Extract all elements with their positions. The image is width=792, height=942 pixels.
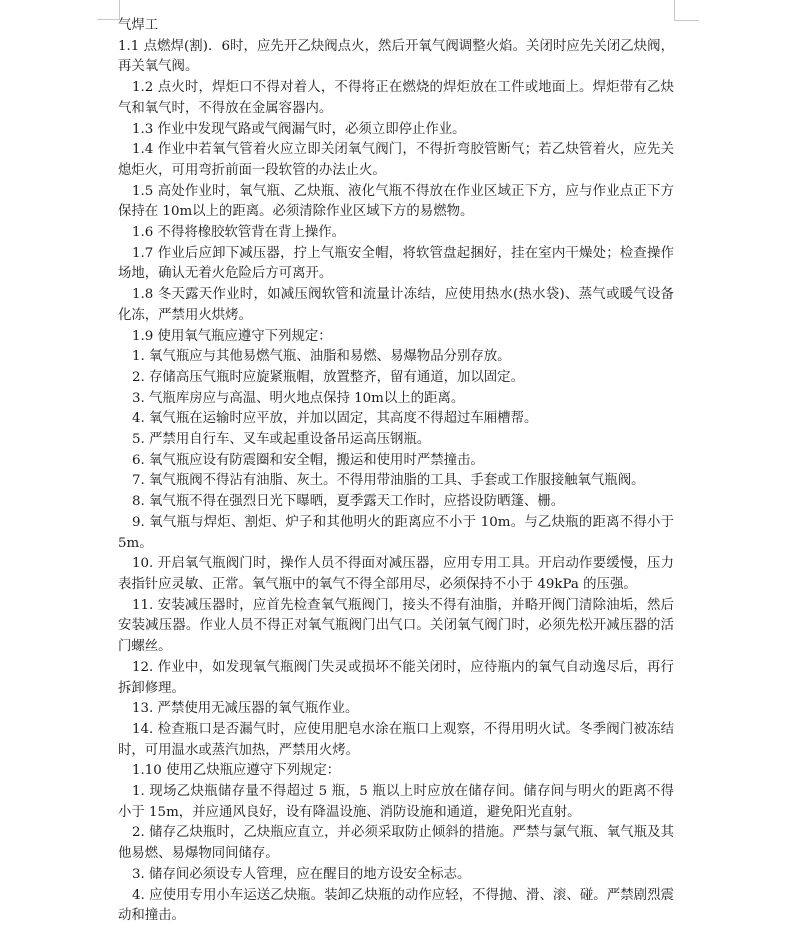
list-item: 14. 检查瓶口是否漏气时，应使用肥皂水涂在瓶口上观察，不得用明火试。冬季阀门被冻结时，可用温水或蒸汽加热，严禁用火烤。: [118, 721, 674, 758]
document-title: 气焊工: [118, 18, 159, 33]
list-item: 13. 严禁使用无减压器的氧气瓶作业。: [132, 701, 359, 717]
list-item: 8. 氧气瓶不得在强烈日光下曝晒，夏季露天工作时，应搭设防晒篷、栅。: [132, 494, 565, 510]
list-item: 11. 安装减压器时，应首先检查氧气瓶阀门，接头不得有油脂，并略开阀门清除油垢，然后安装减压器。作业人员不得正对氧气瓶阀门出气口。关闭氧气阀门时，必须先松开减压器的活门螺丝。: [118, 597, 674, 655]
document-body: [118, 16, 674, 927]
list-item: 7. 氧气瓶阀不得沾有油脂、灰土。不得用带油脂的工具、手套或工作服接触氧气瓶阀。: [132, 473, 645, 489]
paragraph-1-3: 1.3 作业中发现气路或气阀漏气时，必须立即停止作业。: [132, 121, 466, 137]
page-corner-mark-left: [97, 0, 120, 20]
page-corner-mark-right: [674, 0, 699, 21]
list-item: 5. 严禁用自行车、叉车或起重设备吊运高压钢瓶。: [132, 432, 431, 448]
list-item: 2. 储存乙炔瓶时，乙炔瓶应直立，并必须采取防止倾斜的措施。严禁与氯气瓶、氧气瓶及其他易燃、易爆物同间储存。: [118, 825, 674, 862]
list-item: 9. 氧气瓶与焊炬、割炬、炉子和其他明火的距离应不小于 10m。与乙炔瓶的距离不得小于 5m。: [118, 514, 674, 551]
list-item: 10. 开启氧气瓶阀门时，操作人员不得面对减压器，应用专用工具。开启动作要缓慢，压力表指针应灵敏、正常。氧气瓶中的氧气不得全部用尽，必须保持不小于 49kPa 的压强。: [118, 556, 674, 592]
list-item: 4. 氧气瓶在运输时应平放，并加以固定，其高度不得超过车厢槽帮。: [132, 411, 538, 427]
paragraph-1-5: 1.5 高处作业时，氧气瓶、乙炔瓶、液化气瓶不得放在作业区域正下方，应与作业点正下方保持在 10m以上的距离。必须清除作业区域下方的易燃物。: [118, 183, 674, 220]
paragraph-1-10: 1.10 使用乙炔瓶应遵守下列规定：: [132, 763, 341, 779]
list-item: 1. 氧气瓶应与其他易燃气瓶、油脂和易燃、易爆物品分别存放。: [132, 349, 511, 365]
list-item: 6. 氧气瓶应设有防震圈和安全帽，搬运和使用时严禁撞击。: [132, 452, 484, 468]
list-item: 3. 气瓶库房应与高温、明火地点保持 10m以上的距离。: [132, 390, 465, 406]
paragraph-1-4: 1.4 作业中若氧气管着火应立即关闭氧气阀门，不得折弯胶管断气；若乙炔管着火，应先关熄炬火，可用弯折前面一段软管的办法止火。: [118, 142, 674, 178]
list-item: 2. 存储高压气瓶时应旋紧瓶帽，放置整齐，留有通道，加以固定。: [132, 369, 524, 385]
paragraph-1-9: 1.9 使用氧气瓶应遵守下列规定：: [132, 328, 332, 344]
paragraph-1-8: 1.8 冬天露天作业时，如减压阀软管和流量计冻结，应使用热水(热水袋)、蒸气或暖气设备化冻，严禁用火烘烤。: [118, 287, 674, 323]
paragraph-1-2: 1.2 点火时，焊炬口不得对着人，不得将正在燃烧的焊炬放在工件或地面上。焊炬带有乙炔气和氧气时，不得放在金属容器内。: [118, 80, 674, 116]
list-item: 4. 应使用专用小车运送乙炔瓶。装卸乙炔瓶的动作应轻，不得抛、滑、滚、碰。严禁剧烈震动和撞击。: [118, 887, 674, 924]
paragraph-1-1: 1.1 点燃焊(割)．6时，应先开乙炔阀点火，然后开氧气阀调整火焰。关闭时应先关闭乙炔阀，再关氧气阀。: [118, 38, 674, 75]
list-item: 1. 现场乙炔瓶储存量不得超过 5 瓶，5 瓶以上时应放在储存间。储存间与明火的距离不得小于 15m，并应通风良好，设有降温设施、消防设施和通道，避免阳光直射。: [118, 784, 674, 820]
paragraph-1-6: 1.6 不得将橡胶软管背在背上操作。: [132, 225, 346, 241]
list-item: 3. 储存间必须设专人管理，应在醒目的地方设安全标志。: [132, 866, 471, 882]
paragraph-1-7: 1.7 作业后应卸下减压器，拧上气瓶安全帽，将软管盘起捆好，挂在室内干燥处；检查操作场地，确认无着火危险后方可离开。: [118, 245, 674, 282]
list-item: 12. 作业中，如发现氧气瓶阀门失灵或损坏不能关闭时，应待瓶内的氧气自动逸尽后，再行拆卸修理。: [118, 659, 674, 696]
